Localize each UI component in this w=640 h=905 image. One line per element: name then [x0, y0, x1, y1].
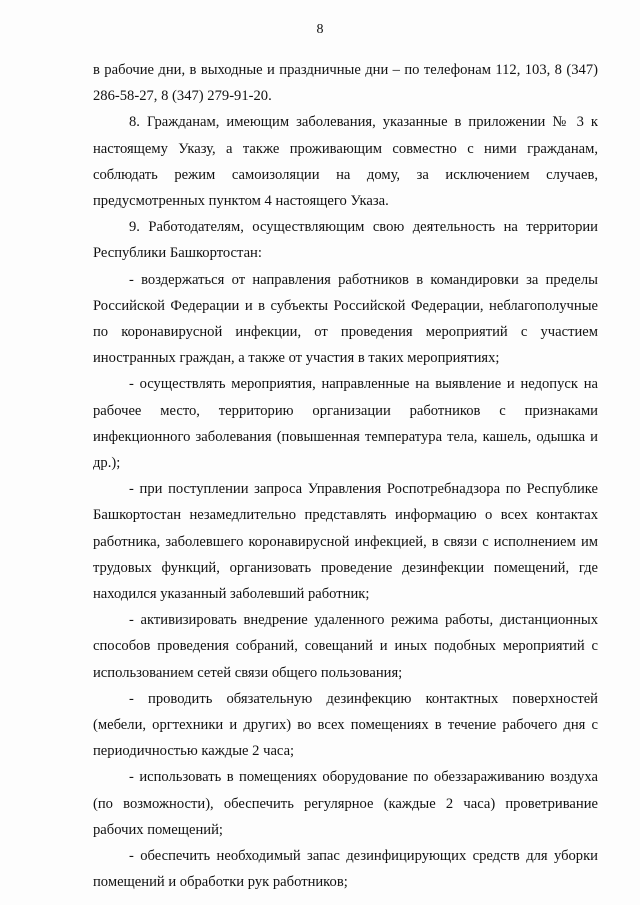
paragraph-continuation-phones: в рабочие дни, в выходные и праздничные дни – по телефонам 112, 103, 8 (347) 286-58-27, 8 (347) 279-91-20.	[93, 62, 598, 105]
list-item-contact-information: - при поступлении запроса Управления Роспотребнадзора по Республике Башкортостан незамедлительно представлять информацию о всех контактах работника, заболевшего коронавирусной инфекцией, в связи с исполнением им трудовых функций, организовать проведение дезинфекции помещений, где находился указанный заболевший работник;	[93, 481, 598, 603]
list-item-business-trips: - воздержаться от направления работников в командировки за пределы Российской Федерации и в субъекты Российской Федерации, неблагополучные по коронавирусной инфекции, от проведения мероприятий с участием иностранных граждан, а также от участия в таких мероприятиях;	[93, 271, 598, 367]
list-item-surface-disinfection: - проводить обязательную дезинфекцию контактных поверхностей (мебели, оргтехники и других) во всех помещениях в течение рабочего дня с периодичностью каждые 2 часа;	[93, 690, 598, 760]
page-number: 8	[316, 22, 324, 37]
list-item-screening-workers: - осуществлять мероприятия, направленные на выявление и недопуск на рабочее место, территорию организации работников с признаками инфекционного заболевания (повышенная температура тела, кашель, одышка и др.);	[93, 376, 598, 472]
paragraph-item-9-employers: 9. Работодателям, осуществляющим свою деятельность на территории Республики Башкортостан:	[93, 219, 598, 262]
paragraph-item-8-self-isolation: 8. Гражданам, имеющим заболевания, указанные в приложении № 3 к настоящему Указу, а также проживающим совместно с ними гражданам, соблюдать режим самоизоляции на дому, за исключением случаев, предусмотренных пунктом 4 настоящего Указа.	[93, 114, 598, 210]
list-item-remote-work: - активизировать внедрение удаленного режима работы, дистанционных способов проведения собраний, совещаний и иных подобных мероприятий с использованием сетей связи общего пользования;	[93, 612, 598, 681]
document-body	[93, 57, 598, 896]
list-item-disinfectant-supply: - обеспечить необходимый запас дезинфицирующих средств для уборки помещений и обработки рук работников;	[93, 848, 598, 891]
list-item-air-disinfection: - использовать в помещениях оборудование по обеззараживанию воздуха (по возможности), обеспечить регулярное (каждые 2 часа) проветривание рабочих помещений;	[93, 769, 598, 838]
